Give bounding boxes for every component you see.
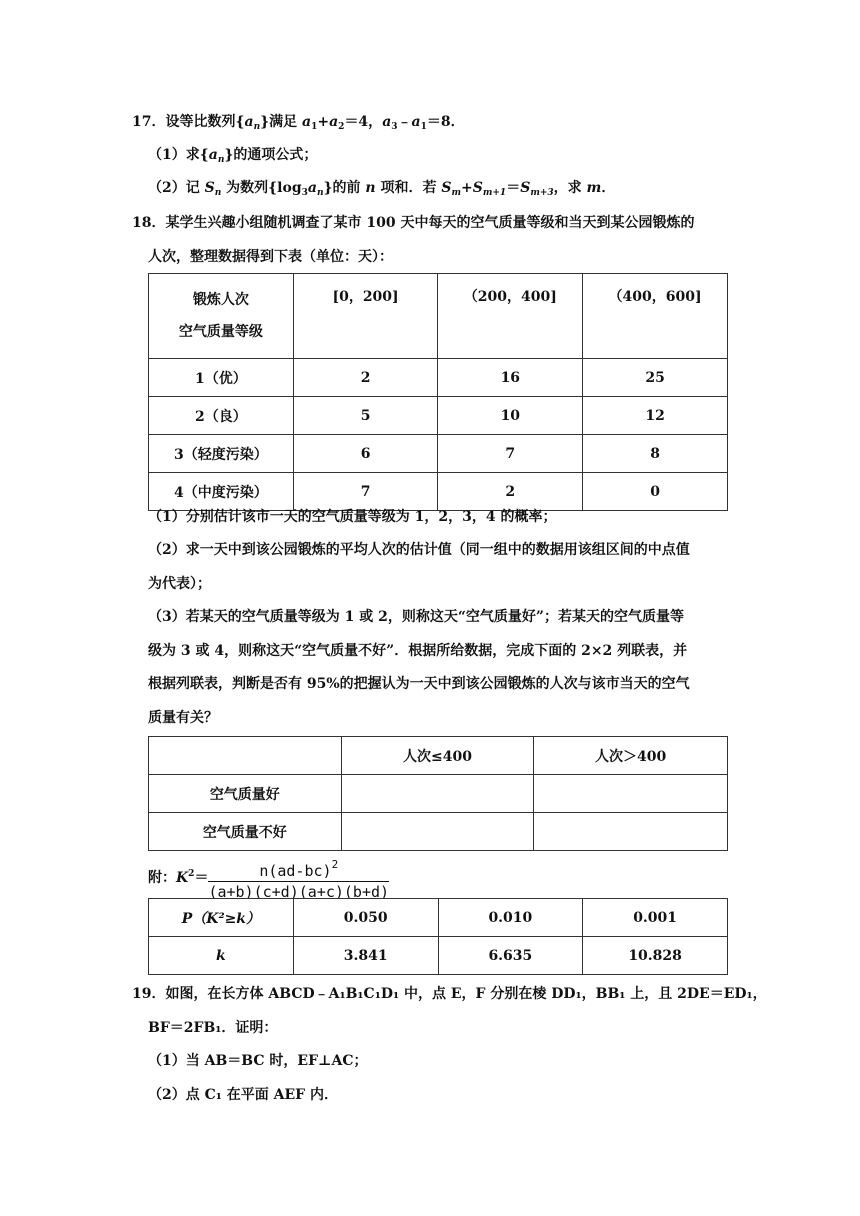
- table-row: [149, 775, 728, 813]
- table-corner-cell: 锻炼人次 空气质量等级: [149, 274, 294, 359]
- table-row: [149, 397, 728, 435]
- q17-part2: （2）记 $S_n$ 为数列$\{\log_3a_n\}$的前 n 项和．若 $S_m+S_{m+1}=S_{m+3}$，求 m．: [148, 180, 616, 198]
- table-row: [149, 937, 728, 975]
- table-cell: 16: [438, 359, 583, 397]
- formula-fraction: $\frac{n(ad-bc)^2}{(a+b)(c+d)(a+c)(b+d)}$: [208, 857, 390, 901]
- critical-value-table: [148, 898, 728, 975]
- k2-formula: 附：$K^2=$ $\frac{n(ad-bc)^2}{(a+b)(c+d)(a+c)(b+d)}$: [148, 857, 390, 901]
- row-label: k: [149, 937, 294, 975]
- table-cell: 2: [438, 473, 583, 511]
- air-quality-table: [148, 273, 728, 511]
- table-row: [149, 359, 728, 397]
- q19-part1: （1）当 AB＝BC 时，EF⊥AC；: [148, 1053, 368, 1069]
- table-cell: 25: [583, 359, 728, 397]
- q18-stem-line2: 人次，整理数据得到下表（单位：天）：: [148, 249, 393, 265]
- table-cell: 10.828: [583, 937, 728, 975]
- table-header-row: [149, 274, 728, 359]
- q18-number: 18．: [132, 215, 166, 231]
- column-header: 人次≤400: [341, 737, 534, 775]
- q18-part3-line4: 质量有关？: [148, 710, 218, 726]
- row-label: 2（良）: [149, 397, 294, 435]
- column-header: 人次＞400: [534, 737, 728, 775]
- table-row: [149, 899, 728, 937]
- q17-number: 17．: [132, 114, 166, 130]
- column-header: （200，400]: [438, 274, 583, 359]
- q17-stem: 17．设等比数列$\{a_n\}$满足 $a_1+a_2=4$，$a_3﹣a_1=8$．: [132, 114, 465, 132]
- table-cell: [534, 775, 728, 813]
- q18-part3-line3: 根据列联表，判断是否有 95%的把握认为一天中到该公园锻炼的人次与该市当天的空气: [148, 676, 690, 692]
- table-row: [149, 473, 728, 511]
- row-label: 4（中度污染）: [149, 473, 294, 511]
- table-cell: 8: [583, 435, 728, 473]
- table-cell: 10: [438, 397, 583, 435]
- table-cell: 6: [293, 435, 438, 473]
- table-cell: [341, 813, 534, 851]
- table-header-row: [149, 737, 728, 775]
- table-cell: 0.010: [438, 899, 583, 937]
- table-cell: 3.841: [293, 937, 438, 975]
- table-cell: 0.001: [583, 899, 728, 937]
- q17-part1: （1）求$\{a_n\}$的通项公式；: [148, 147, 318, 165]
- q18-part3-line2: 级为 3 或 4，则称这天“空气质量不好”．根据所给数据，完成下面的 2×2 列联表，并: [148, 643, 688, 659]
- column-header: （400，600]: [583, 274, 728, 359]
- q19-stem-line2: BF＝2FB₁．证明：: [148, 1020, 278, 1036]
- table-row: [149, 813, 728, 851]
- table-cell: 2: [293, 359, 438, 397]
- table-cell: 5: [293, 397, 438, 435]
- table-cell: 6.635: [438, 937, 583, 975]
- q18-part2-line1: （2）求一天中到该公园锻炼的平均人次的估计值（同一组中的数据用该组区间的中点值: [148, 542, 690, 558]
- column-header: [0，200]: [293, 274, 438, 359]
- table-cell: 7: [293, 473, 438, 511]
- table-cell: 0.050: [293, 899, 438, 937]
- q18-stem-line1: 18．某学生兴趣小组随机调查了某市 100 天中每天的空气质量等级和当天到某公园锻炼的: [132, 215, 695, 231]
- contingency-table: [148, 736, 728, 851]
- table-cell: 12: [583, 397, 728, 435]
- table-cell: [534, 813, 728, 851]
- row-label: 1（优）: [149, 359, 294, 397]
- q18-part3-line1: （3）若某天的空气质量等级为 1 或 2，则称这天“空气质量好”；若某天的空气质量等: [148, 609, 684, 625]
- table-cell: 7: [438, 435, 583, 473]
- q18-part1: （1）分别估计该市一天的空气质量等级为 1，2，3，4 的概率；: [148, 509, 557, 525]
- q19-number: 19．: [132, 986, 166, 1002]
- row-label: 空气质量不好: [149, 813, 342, 851]
- table-corner-cell: [149, 737, 342, 775]
- q19-part2: （2）点 C₁ 在平面 AEF 内．: [148, 1087, 338, 1103]
- table-cell: 0: [583, 473, 728, 511]
- row-label: 空气质量好: [149, 775, 342, 813]
- q19-stem-line1: 19．如图，在长方体 ABCD﹣A₁B₁C₁D₁ 中，点 E，F 分别在棱 DD₁，BB₁ 上，且 2DE＝ED₁，: [132, 986, 767, 1002]
- row-label: P（K²≥k）: [149, 899, 294, 937]
- table-row: [149, 435, 728, 473]
- table-cell: [341, 775, 534, 813]
- q18-part2-line2: 为代表）；: [148, 576, 211, 592]
- row-label: 3（轻度污染）: [149, 435, 294, 473]
